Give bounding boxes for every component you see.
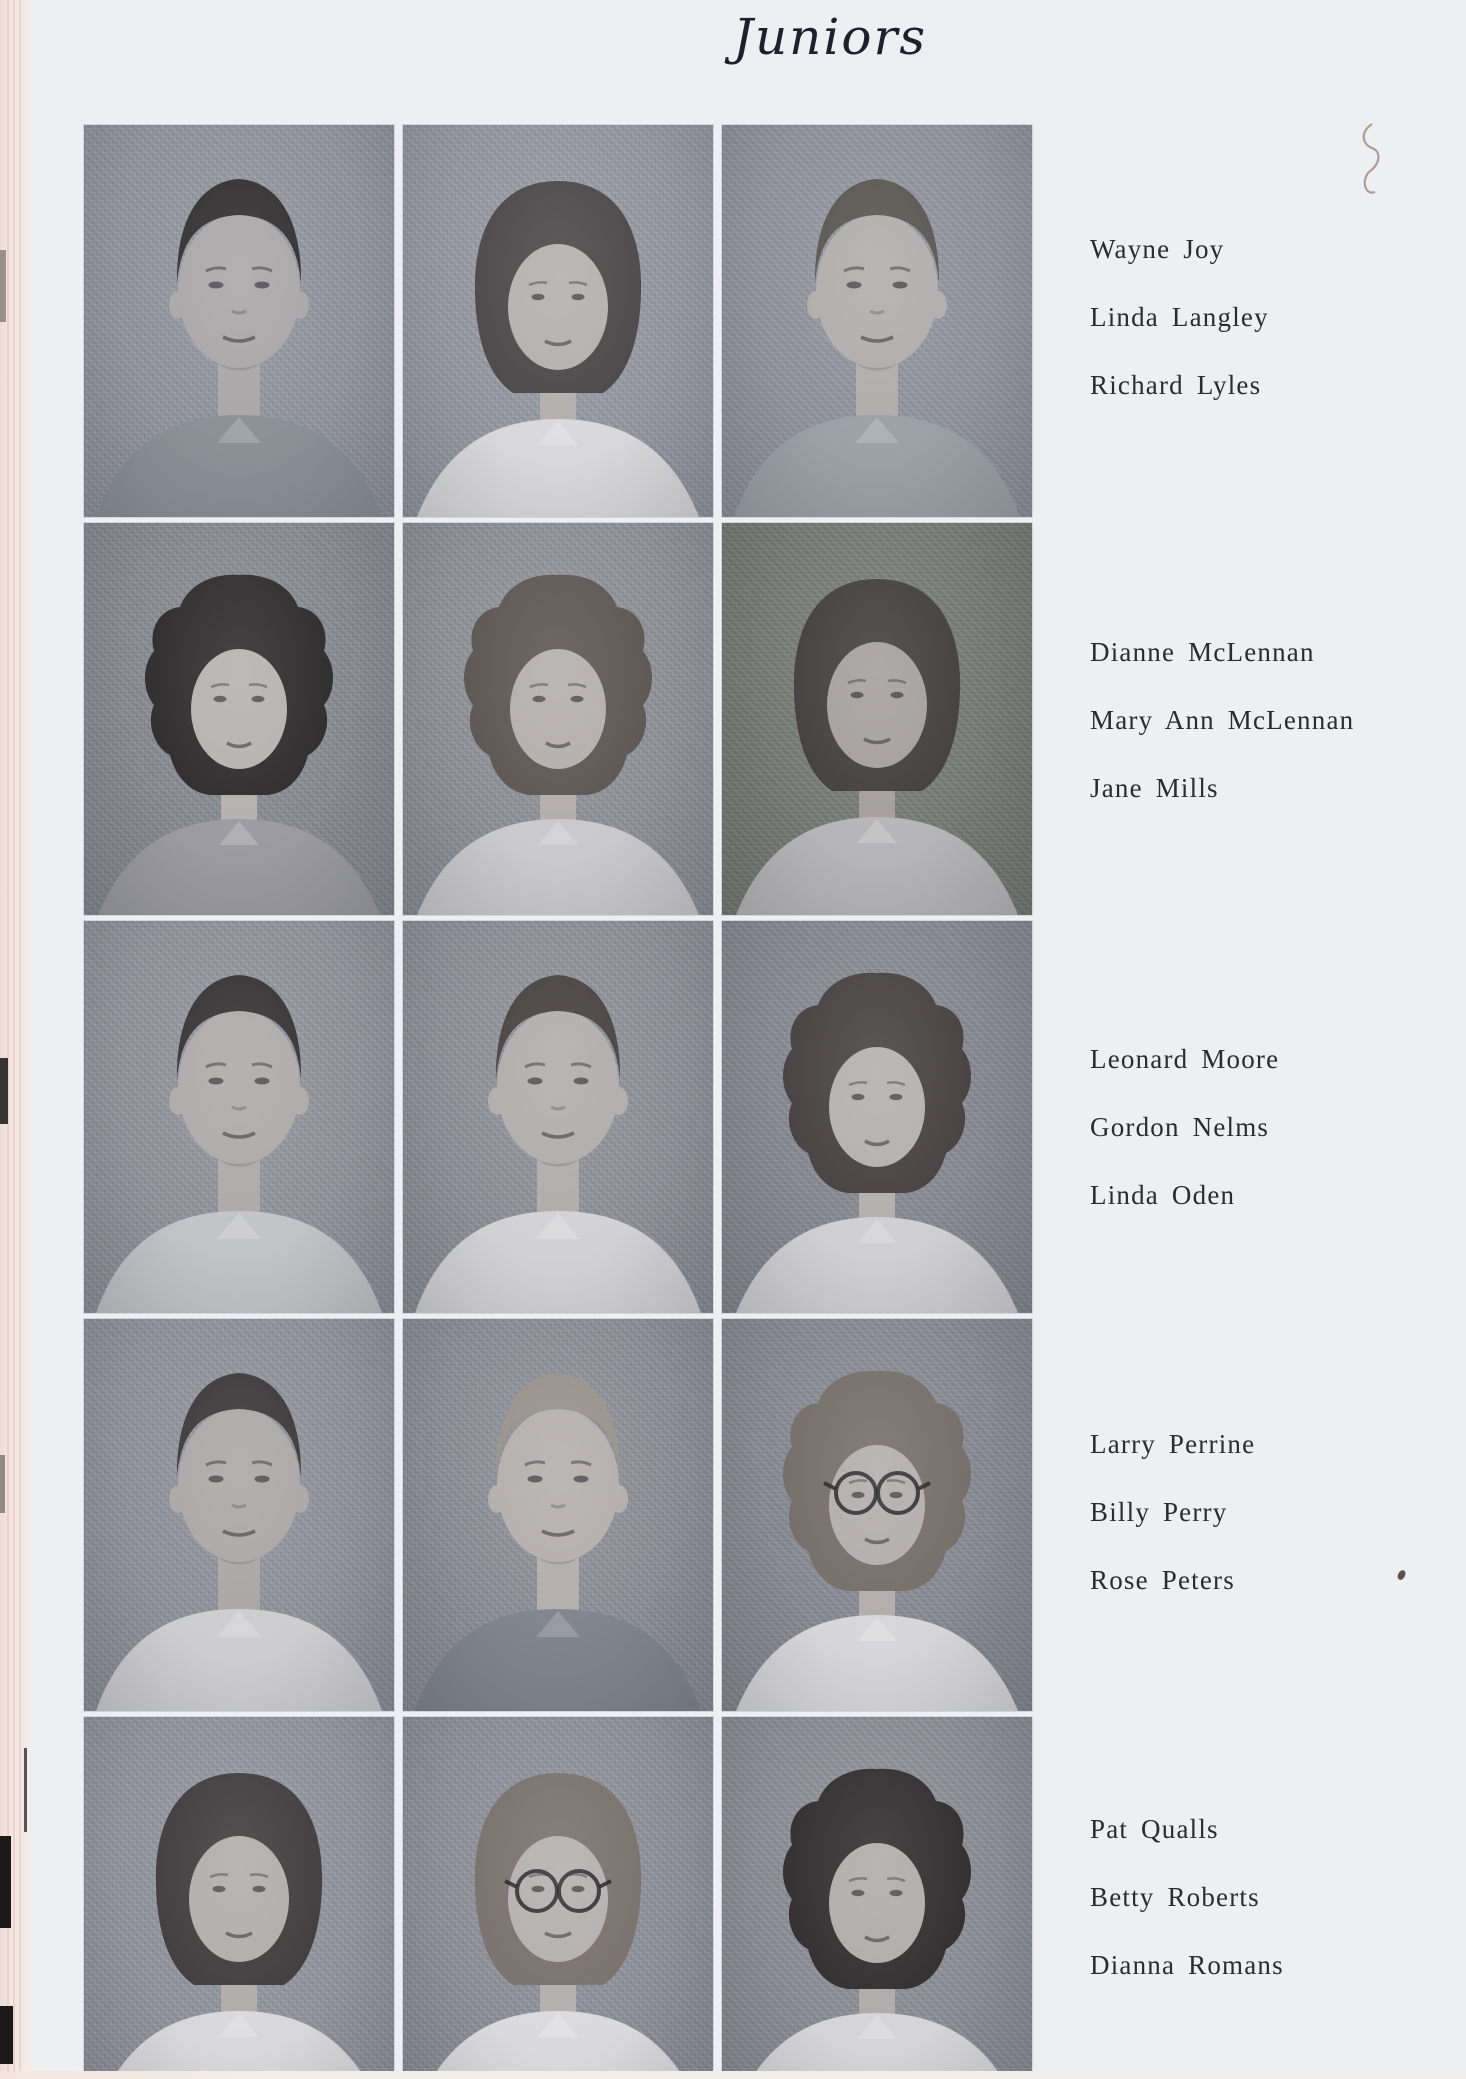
student-name: Wayne Joy <box>1090 234 1225 264</box>
portrait-photo <box>722 921 1032 1313</box>
portrait-grid <box>84 125 1032 2079</box>
names-row-2 <box>1090 635 1450 839</box>
portrait-silhouette <box>403 523 713 915</box>
portrait-photo <box>722 1319 1032 1711</box>
book-binding-edge <box>0 0 36 2079</box>
names-row-3 <box>1090 1042 1450 1246</box>
page-bottom-edge <box>0 2071 1466 2079</box>
portrait-silhouette <box>403 1717 713 2079</box>
student-name: Betty Roberts <box>1090 1882 1260 1912</box>
portrait-silhouette <box>722 1319 1032 1711</box>
names-row-5 <box>1090 1812 1450 2016</box>
portrait-photo <box>403 125 713 517</box>
names-row-1 <box>1090 232 1450 436</box>
portrait-photo <box>722 1717 1032 2079</box>
portrait-photo <box>84 125 394 517</box>
portrait-photo <box>722 125 1032 517</box>
binding-mark <box>0 250 6 322</box>
portrait-photo <box>403 1717 713 2079</box>
student-name: Dianna Romans <box>1090 1950 1284 1980</box>
portrait-photo <box>84 921 394 1313</box>
portrait-silhouette <box>84 523 394 915</box>
student-name: Linda Oden <box>1090 1180 1236 1210</box>
portrait-silhouette <box>403 125 713 517</box>
student-name: Pat Qualls <box>1090 1814 1219 1844</box>
portrait-silhouette <box>84 921 394 1313</box>
portrait-silhouette <box>403 921 713 1313</box>
portrait-silhouette <box>722 921 1032 1313</box>
portrait-photo <box>84 1319 394 1711</box>
binding-mark <box>0 1836 11 1928</box>
portrait-silhouette <box>722 125 1032 517</box>
names-row-4 <box>1090 1427 1450 1631</box>
student-name: Mary Ann McLennan <box>1090 705 1355 735</box>
portrait-silhouette <box>403 1319 713 1711</box>
binding-mark <box>0 1058 8 1124</box>
student-name: Billy Perry <box>1090 1497 1228 1527</box>
student-name: Larry Perrine <box>1090 1429 1256 1459</box>
portrait-silhouette <box>722 1717 1032 2079</box>
portrait-silhouette <box>84 1717 394 2079</box>
binding-mark <box>0 1455 5 1513</box>
portrait-photo <box>84 1717 394 2079</box>
student-name: Linda Langley <box>1090 302 1269 332</box>
student-name: Jane Mills <box>1090 773 1219 803</box>
binding-mark <box>24 1748 27 1832</box>
portrait-photo <box>84 523 394 915</box>
portrait-photo <box>722 523 1032 915</box>
student-name: Dianne McLennan <box>1090 637 1315 667</box>
portrait-photo <box>403 921 713 1313</box>
portrait-silhouette <box>84 1319 394 1711</box>
student-name: Rose Peters <box>1090 1565 1235 1595</box>
student-name: Leonard Moore <box>1090 1044 1280 1074</box>
portrait-silhouette <box>722 523 1032 915</box>
portrait-photo <box>403 1319 713 1711</box>
portrait-photo <box>403 523 713 915</box>
binding-mark <box>0 2006 13 2064</box>
page-edge-stripes <box>7 0 23 2079</box>
pen-mark <box>1356 118 1396 214</box>
portrait-silhouette <box>84 125 394 517</box>
student-name: Richard Lyles <box>1090 370 1262 400</box>
student-name: Gordon Nelms <box>1090 1112 1270 1142</box>
page-title: Juniors <box>732 8 928 66</box>
